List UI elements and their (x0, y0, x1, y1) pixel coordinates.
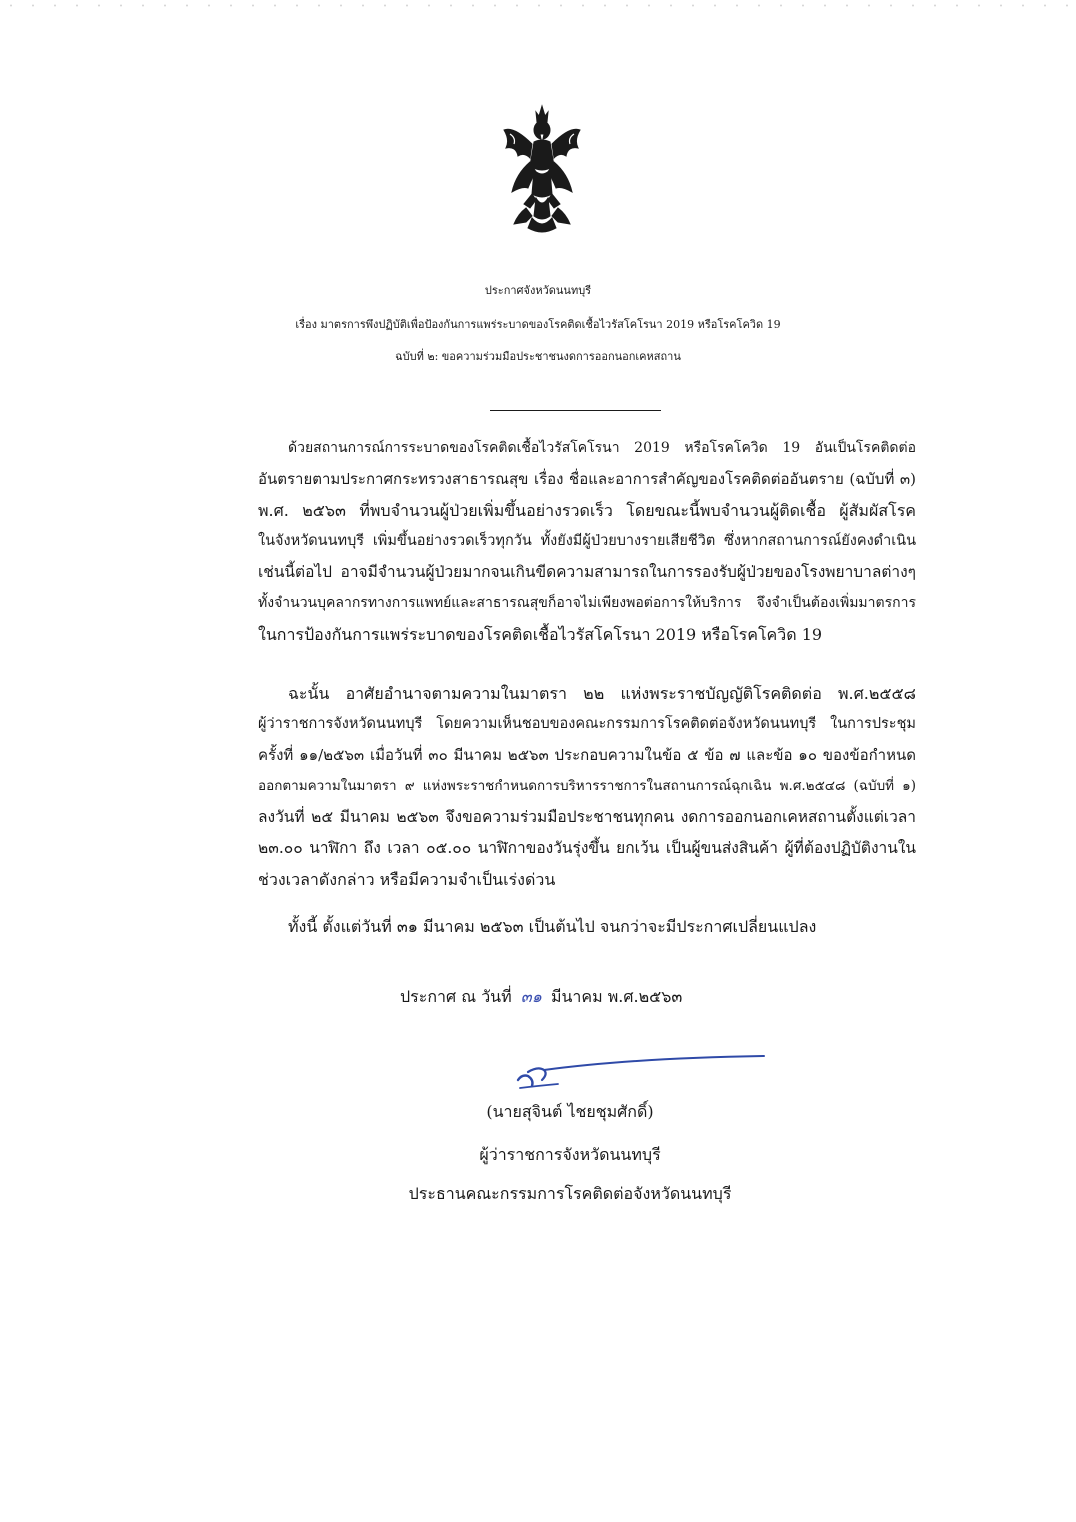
header-divider (490, 410, 661, 411)
paragraph-line: ช่วงเวลาดังกล่าว หรือมีความจำเป็นเร่งด่วน (258, 870, 556, 889)
paragraph-line: ครั้งที่ ๑๑/๒๕๖๓ เมื่อวันที่ ๓๐ มีนาคม ๒๕๖๓ ประกอบความในข้อ ๕ ข้อ ๗ และข้อ ๑๐ ของข้อกำหนด (258, 746, 916, 764)
paragraph-situation (258, 433, 916, 650)
scan-artifact (0, 4, 1076, 7)
signatory-chair-role: ประธานคณะกรรมการโรคติดต่อจังหวัดนนทบุรี (408, 1184, 732, 1203)
announcement-date-prefix: ประกาศ ณ วันที่ (400, 987, 512, 1006)
paragraph-line: ลงวันที่ ๒๕ มีนาคม ๒๕๖๓ จึงขอความร่วมมือประชาชนทุกคน งดการออกนอกเคหสถานตั้งแต่เวลา (258, 808, 916, 826)
signatory-position: ผู้ว่าราชการจังหวัดนนทบุรี (479, 1145, 661, 1164)
paragraph-line: ทั้งจำนวนบุคลากรทางการแพทย์และสาธารณสุขก็อาจไม่เพียงพอต่อการให้บริการ จึงจำเป็นต้องเพิ่มมาตรการ (258, 595, 916, 611)
paragraph-line: อันตรายตามประกาศกระทรวงสาธารณสุข เรื่อง ชื่อและอาการสำคัญของโรคติดต่ออันตราย (ฉบับที่ ๓) (258, 470, 916, 488)
paragraph-line: พ.ศ. ๒๕๖๓ ที่พบจำนวนผู้ป่วยเพิ่มขึ้นอย่างรวดเร็ว โดยขณะนี้พบจำนวนผู้ติดเชื้อ ผู้สัมผัสโรค (258, 501, 916, 520)
announcement-issue: ฉบับที่ ๒: ขอความร่วมมือประชาชนงดการออกนอกเคหสถาน (395, 350, 681, 363)
paragraph-line: ฉะนั้น อาศัยอำนาจตามความในมาตรา ๒๒ แห่งพระราชบัญญัติโรคติดต่อ พ.ศ.๒๕๕๘ (288, 684, 916, 703)
paragraph-measures (258, 678, 916, 895)
announcement-subject: เรื่อง มาตรการพึงปฏิบัติเพื่อป้องกันการแพร่ระบาดของโรคติดเชื้อไวรัสโคโรนา 2019 หรือโรคโควิด 19 (295, 318, 781, 331)
announcement-date-day: ๓๑ (520, 987, 542, 1006)
handwritten-signature (514, 1040, 776, 1090)
effective-date-statement: ทั้งนี้ ตั้งแต่วันที่ ๓๑ มีนาคม ๒๕๖๓ เป็นต้นไป จนกว่าจะมีประกาศเปลี่ยนแปลง (288, 917, 817, 936)
paragraph-line: ๒๓.๐๐ นาฬิกา ถึง เวลา ๐๕.๐๐ นาฬิกาของวันรุ่งขึ้น ยกเว้น เป็นผู้ขนส่งสินค้า ผู้ที่ต้องปฏิบัติงานใน (258, 839, 916, 857)
announcement-date-suffix: มีนาคม พ.ศ.๒๕๖๓ (550, 987, 683, 1006)
paragraph-line: ในจังหวัดนนทบุรี เพิ่มขึ้นอย่างรวดเร็วทุกวัน ทั้งยังมีผู้ป่วยบางรายเสียชีวิต ซึ่งหากสถานการณ์ยังคงดำเนิน (258, 533, 916, 549)
announcement-date (400, 981, 682, 1012)
paragraph-line: ผู้ว่าราชการจังหวัดนนทบุรี โดยความเห็นชอบของคณะกรรมการโรคติดต่อจังหวัดนนทบุรี ในการประชุม (258, 716, 916, 732)
announcement-title: ประกาศจังหวัดนนทบุรี (484, 284, 592, 297)
paragraph-line: ออกตามความในมาตรา ๙ แห่งพระราชกำหนดการบริหารราชการในสถานการณ์ฉุกเฉิน พ.ศ.๒๕๔๘ (ฉบับที่ ๑) (258, 778, 916, 794)
paragraph-line: ในการป้องกันการแพร่ระบาดของโรคติดเชื้อไวรัสโคโรนา 2019 หรือโรคโควิด 19 (258, 625, 823, 644)
signatory-name: (นายสุจินต์ ไชยชุมศักดิ์) (486, 1102, 654, 1121)
garuda-emblem-icon (496, 104, 588, 236)
paragraph-line: ด้วยสถานการณ์การระบาดของโรคติดเชื้อไวรัสโคโรนา 2019 หรือโรคโควิด 19 อันเป็นโรคติดต่อ (288, 440, 916, 456)
paragraph-line: เช่นนี้ต่อไป อาจมีจำนวนผู้ป่วยมากจนเกินขีดความสามารถในการรองรับผู้ป่วยของโรงพยาบาลต่างๆ (258, 563, 916, 581)
